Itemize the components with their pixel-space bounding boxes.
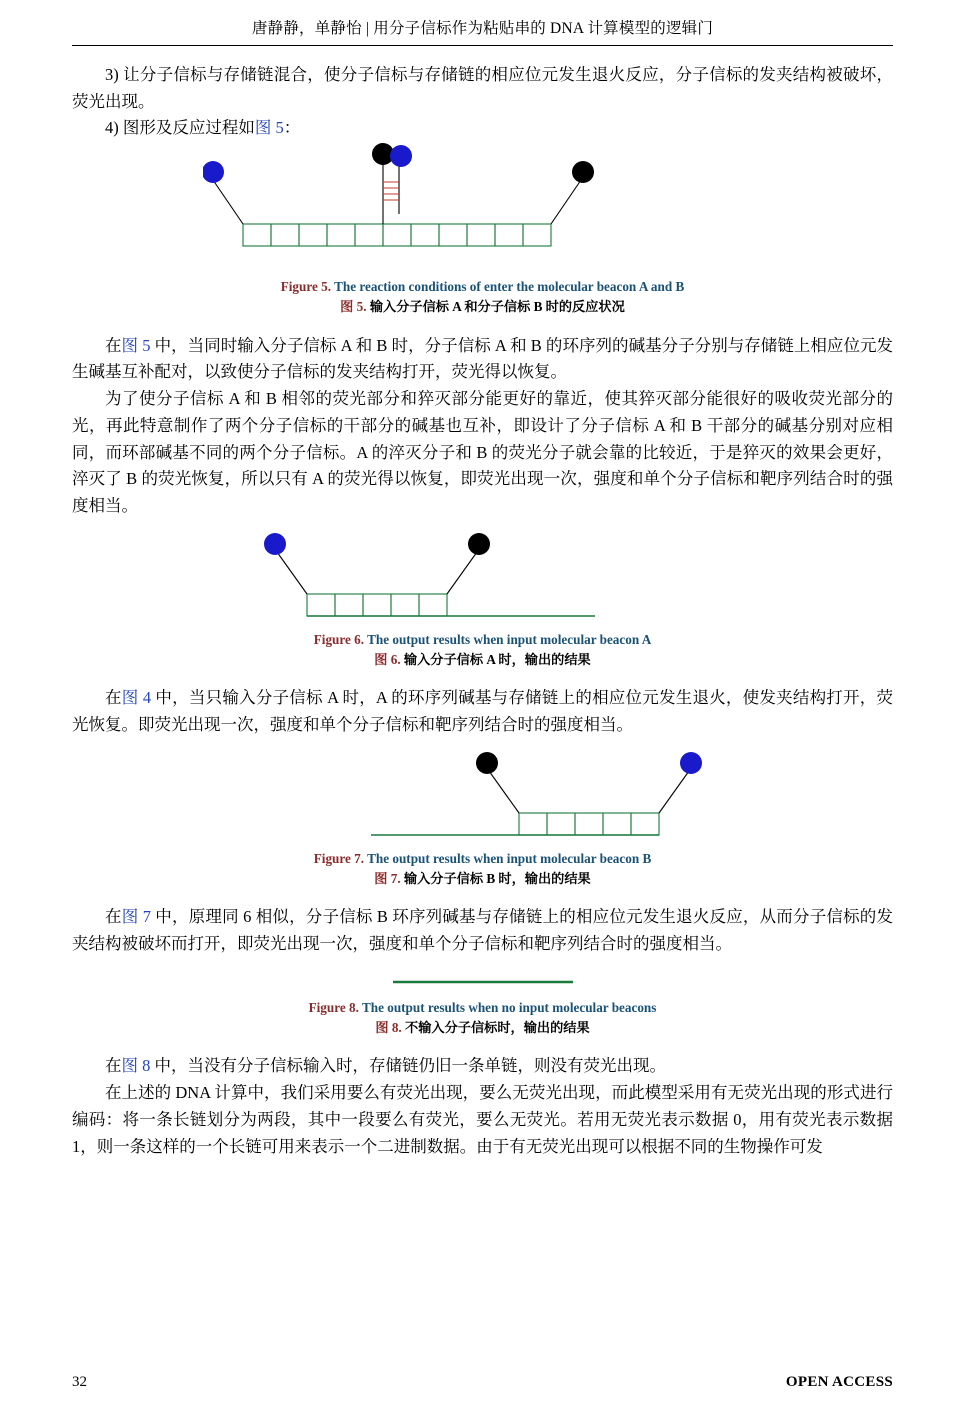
figure-5-caption-en-lead: Figure 5. (280, 279, 332, 295)
paragraph-fig4-post: 中，当只输入分子信标 A 时，A 的环序列碱基与存储链上的相应位元发生退火，使发夹结构打开，荧光恢复。即荧光出现一次，强度和单个分子信标和靶序列结合时的强度相当。 (72, 688, 894, 735)
figure-8-caption-en-lead: Figure 8. (308, 999, 359, 1015)
figure-7-caption-zh (72, 869, 893, 889)
paragraph-fig7-post: 中，原理同 6 相似，分子信标 B 环序列碱基与存储链上的相应位元发生退火反应，从而分子信标的发夹结构被破坏而打开，即荧光出现一次，强度和单个分子信标和靶序列结合时的强度相当。 (72, 907, 894, 954)
figure-8-caption-en (72, 998, 893, 1018)
figure-6-caption-zh-text: 输入分子信标 A 时，输出的结果 (403, 651, 591, 667)
beacon-dot-black (476, 752, 498, 774)
figure-8-caption (72, 998, 893, 1038)
figure-6-caption-en-lead: Figure 6. (313, 631, 365, 647)
beacon-dot-blue-center (390, 145, 412, 167)
figure-6-graphic (203, 530, 763, 630)
paragraph-item-4-post: ： (283, 118, 301, 138)
figure-5 (72, 142, 893, 317)
figure-7-caption (72, 849, 893, 889)
paragraph-item-4-pre: 4) 图形及反应过程如 (105, 118, 255, 138)
storage-strand-boxes (243, 224, 551, 246)
figure-6-caption-zh-lead: 图 6. (374, 651, 401, 667)
figure-8-caption-zh-lead: 图 8. (375, 1019, 402, 1035)
paragraph-fig4-discussion (72, 685, 893, 738)
paragraph-fig8-pre: 在 (105, 1056, 122, 1076)
paragraph-fig4-pre: 在 (105, 688, 122, 708)
figure-6-caption-en-text: The output results when input molecular beacon A (367, 631, 652, 647)
figure-7-caption-zh-text: 输入分子信标 B 时，输出的结果 (403, 870, 591, 886)
figure-5-reference[interactable]: 图 5 (254, 118, 284, 138)
figure-5-caption-zh-text: 输入分子信标 A 和分子信标 B 时的反应状况 (369, 298, 625, 314)
page-number: 32 (72, 1374, 87, 1390)
figure-5-caption-zh (72, 297, 893, 317)
figure-5-caption-en (72, 277, 893, 297)
paragraph-fig5-pre: 在 (105, 335, 122, 355)
figure-8-caption-zh-text: 不输入分子信标时，输出的结果 (405, 1019, 590, 1035)
figure-5-caption (72, 277, 893, 317)
beacon-dot-blue (264, 533, 286, 555)
paragraph-item-4 (72, 115, 893, 142)
figure-7-graphic (203, 749, 763, 849)
figure-6-caption (72, 630, 893, 670)
figure-8-reference[interactable]: 图 8 (121, 1056, 151, 1076)
paragraph-fig8-post: 中，当没有分子信标输入时，存储链仍旧一条单链，则没有荧光出现。 (150, 1056, 666, 1076)
page-footer (0, 1374, 965, 1391)
figure-7-boxes (519, 813, 659, 835)
beacon-dot-blue (680, 752, 702, 774)
figure-7-caption-en (72, 849, 893, 869)
figure-8-graphic (203, 968, 763, 998)
paragraph-fig5-post: 中，当同时输入分子信标 A 和 B 时，分子信标 A 和 B 的环序列的碱基分子分别与存储链上相应位元发生碱基互补配对，以致使分子信标的发夹结构打开，荧光得以恢复。 (72, 335, 893, 382)
figure-6-caption-en (72, 630, 893, 650)
paragraph-fig7-pre: 在 (105, 907, 122, 927)
figure-7-caption-en-lead: Figure 7. (313, 850, 365, 866)
paragraph-fig8-discussion (72, 1053, 893, 1080)
figure-6-caption-zh (72, 650, 893, 670)
figure-5-reference-2[interactable]: 图 5 (121, 335, 151, 355)
paragraph-encoding: 在上述的 DNA 计算中，我们采用要么有荧光出现，要么无荧光出现，而此模型采用有无荧光出现的形式进行编码：将一条长链划分为两段，其中一段要么有荧光，要么无荧光。若用无荧光表示数据 0，用有荧光表示数据 1，则一条这样的一个长链可用来表示一个二进制数据。由于有无荧光出现可以根据不同的生物操作可发 (72, 1083, 893, 1156)
paragraph-item-3: 3) 让分子信标与存储链混合，使分子信标与存储链的相应位元发生退火反应，分子信标的发夹结构被破坏，荧光出现。 (72, 65, 893, 111)
figure-6 (72, 530, 893, 670)
paragraph-design-rationale: 为了使分子信标 A 和 B 相邻的荧光部分和猝灭部分能更好的靠近，使其猝灭部分能很好的吸收荧光部分的光，再此特意制作了两个分子信标的干部分的碱基也互补，即设计了分子信标 A 和 B 干部分的碱基分别对应相同，而环部碱基不同的两个分子信标。A 的淬灭分子和 B 的荧光分子就会靠的比较近，于是猝灭的效果会更好，淬灭了 B 的荧光恢复，所以只有 A 的荧光得以恢复，即荧光出现一次，强度和单个分子信标和靶序列结合时的强度相当。 (72, 389, 893, 516)
figure-7-caption-zh-lead: 图 7. (374, 870, 401, 886)
figure-4-reference[interactable]: 图 4 (121, 688, 152, 708)
beacon-dot-black-right (572, 161, 594, 183)
figure-8 (72, 968, 893, 1038)
paragraph-fig5-discussion (72, 333, 893, 386)
figure-8-caption-en-text: The output results when no input molecular beacons (361, 999, 657, 1015)
figure-5-caption-zh-lead: 图 5. (340, 298, 367, 314)
open-access-label: OPEN ACCESS (785, 1374, 893, 1390)
beacon-dot-black (468, 533, 490, 555)
figure-6-boxes (307, 594, 447, 616)
figure-8-caption-zh (72, 1018, 893, 1038)
figure-5-caption-en-text: The reaction conditions of enter the molecular beacon A and B (334, 279, 685, 295)
beacon-dot-blue-left (203, 161, 224, 183)
figure-5-graphic (203, 142, 763, 277)
figure-7 (72, 749, 893, 889)
paragraph-fig7-discussion (72, 904, 893, 957)
running-head: 唐静静，单静怡 | 用分子信标作为粘贴串的 DNA 计算模型的逻辑门 (251, 20, 714, 37)
figure-7-reference[interactable]: 图 7 (121, 907, 151, 927)
figure-7-caption-en-text: The output results when input molecular beacon B (367, 850, 652, 866)
